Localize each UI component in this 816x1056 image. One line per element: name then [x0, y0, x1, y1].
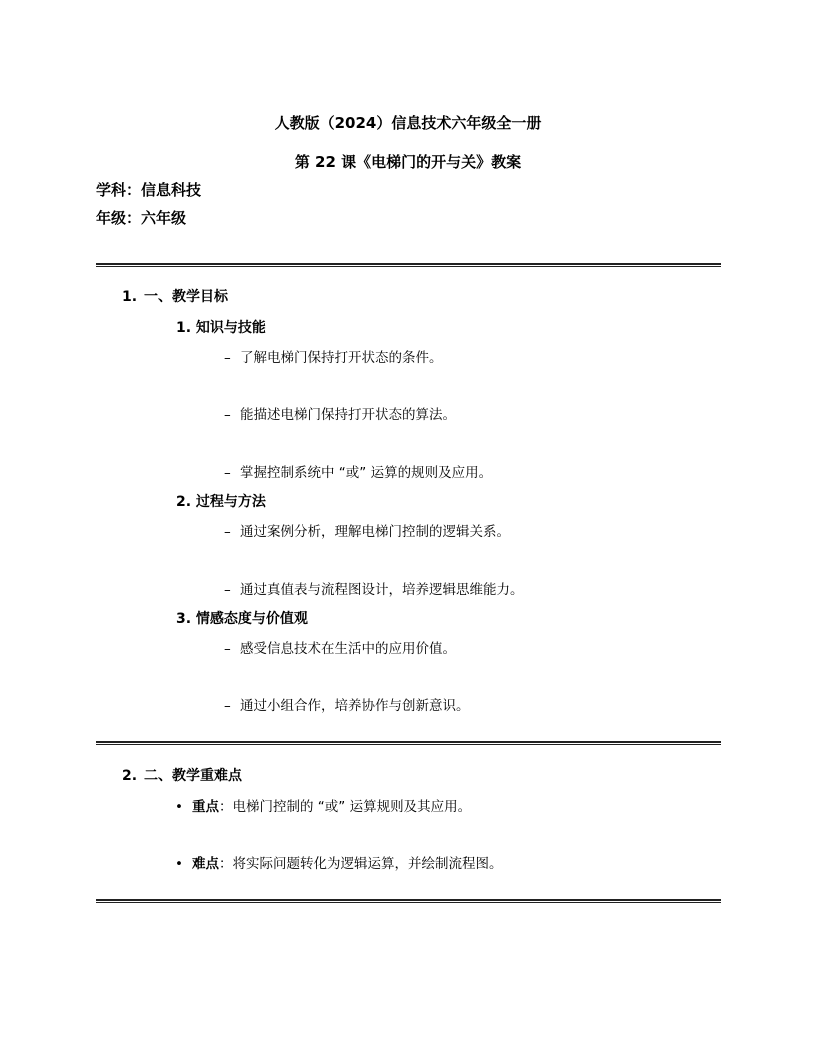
section-title: 二、教学重难点 — [144, 768, 242, 784]
bullet-label: 重点 — [192, 799, 219, 815]
bullet-marker: • — [175, 856, 183, 872]
grade-line: 年级：六年级 — [96, 209, 187, 227]
list-item: – 通过真值表与流程图设计，培养逻辑思维能力。 — [224, 582, 524, 598]
horizontal-divider — [96, 741, 721, 745]
dash-marker: – — [224, 641, 231, 657]
section-title: 一、教学目标 — [144, 289, 228, 305]
section-heading-key-points — [122, 766, 242, 786]
subheading-knowledge-skills: 1. 知识与技能 — [176, 320, 266, 336]
document-title: 人教版（2024）信息技术六年级全一册 — [274, 114, 542, 132]
dash-marker: – — [224, 407, 231, 423]
list-item: – 了解电梯门保持打开状态的条件。 — [224, 350, 443, 366]
dash-marker: – — [224, 465, 231, 481]
list-item: – 通过案例分析，理解电梯门控制的逻辑关系。 — [224, 524, 510, 540]
bullet-label: 难点 — [192, 856, 219, 872]
bullet-marker: • — [175, 799, 183, 815]
dash-marker: – — [224, 524, 231, 540]
list-item: – 能描述电梯门保持打开状态的算法。 — [224, 407, 456, 423]
dash-marker: – — [224, 582, 231, 598]
list-item: – 掌握控制系统中 “或” 运算的规则及应用。 — [224, 465, 493, 481]
section-number: 2. — [122, 768, 138, 784]
section-heading-objectives — [122, 287, 228, 307]
lesson-title: 第 22 课《电梯门的开与关》教案 — [294, 153, 522, 171]
section-number: 1. — [122, 289, 138, 305]
dash-marker: – — [224, 698, 231, 714]
dash-marker: – — [224, 350, 231, 366]
subheading-process-methods: 2. 过程与方法 — [176, 494, 266, 510]
list-item: – 感受信息技术在生活中的应用价值。 — [224, 641, 456, 657]
list-item: – 通过小组合作，培养协作与创新意识。 — [224, 698, 470, 714]
bullet-item-key-point: • 重点：电梯门控制的 “或” 运算规则及其应用。 — [175, 799, 472, 815]
horizontal-divider — [96, 263, 721, 267]
subheading-attitudes-values: 3. 情感态度与价值观 — [176, 611, 308, 627]
subject-line: 学科：信息科技 — [96, 181, 202, 199]
bullet-item-difficulty: • 难点：将实际问题转化为逻辑运算，并绘制流程图。 — [175, 856, 503, 872]
horizontal-divider — [96, 899, 721, 903]
